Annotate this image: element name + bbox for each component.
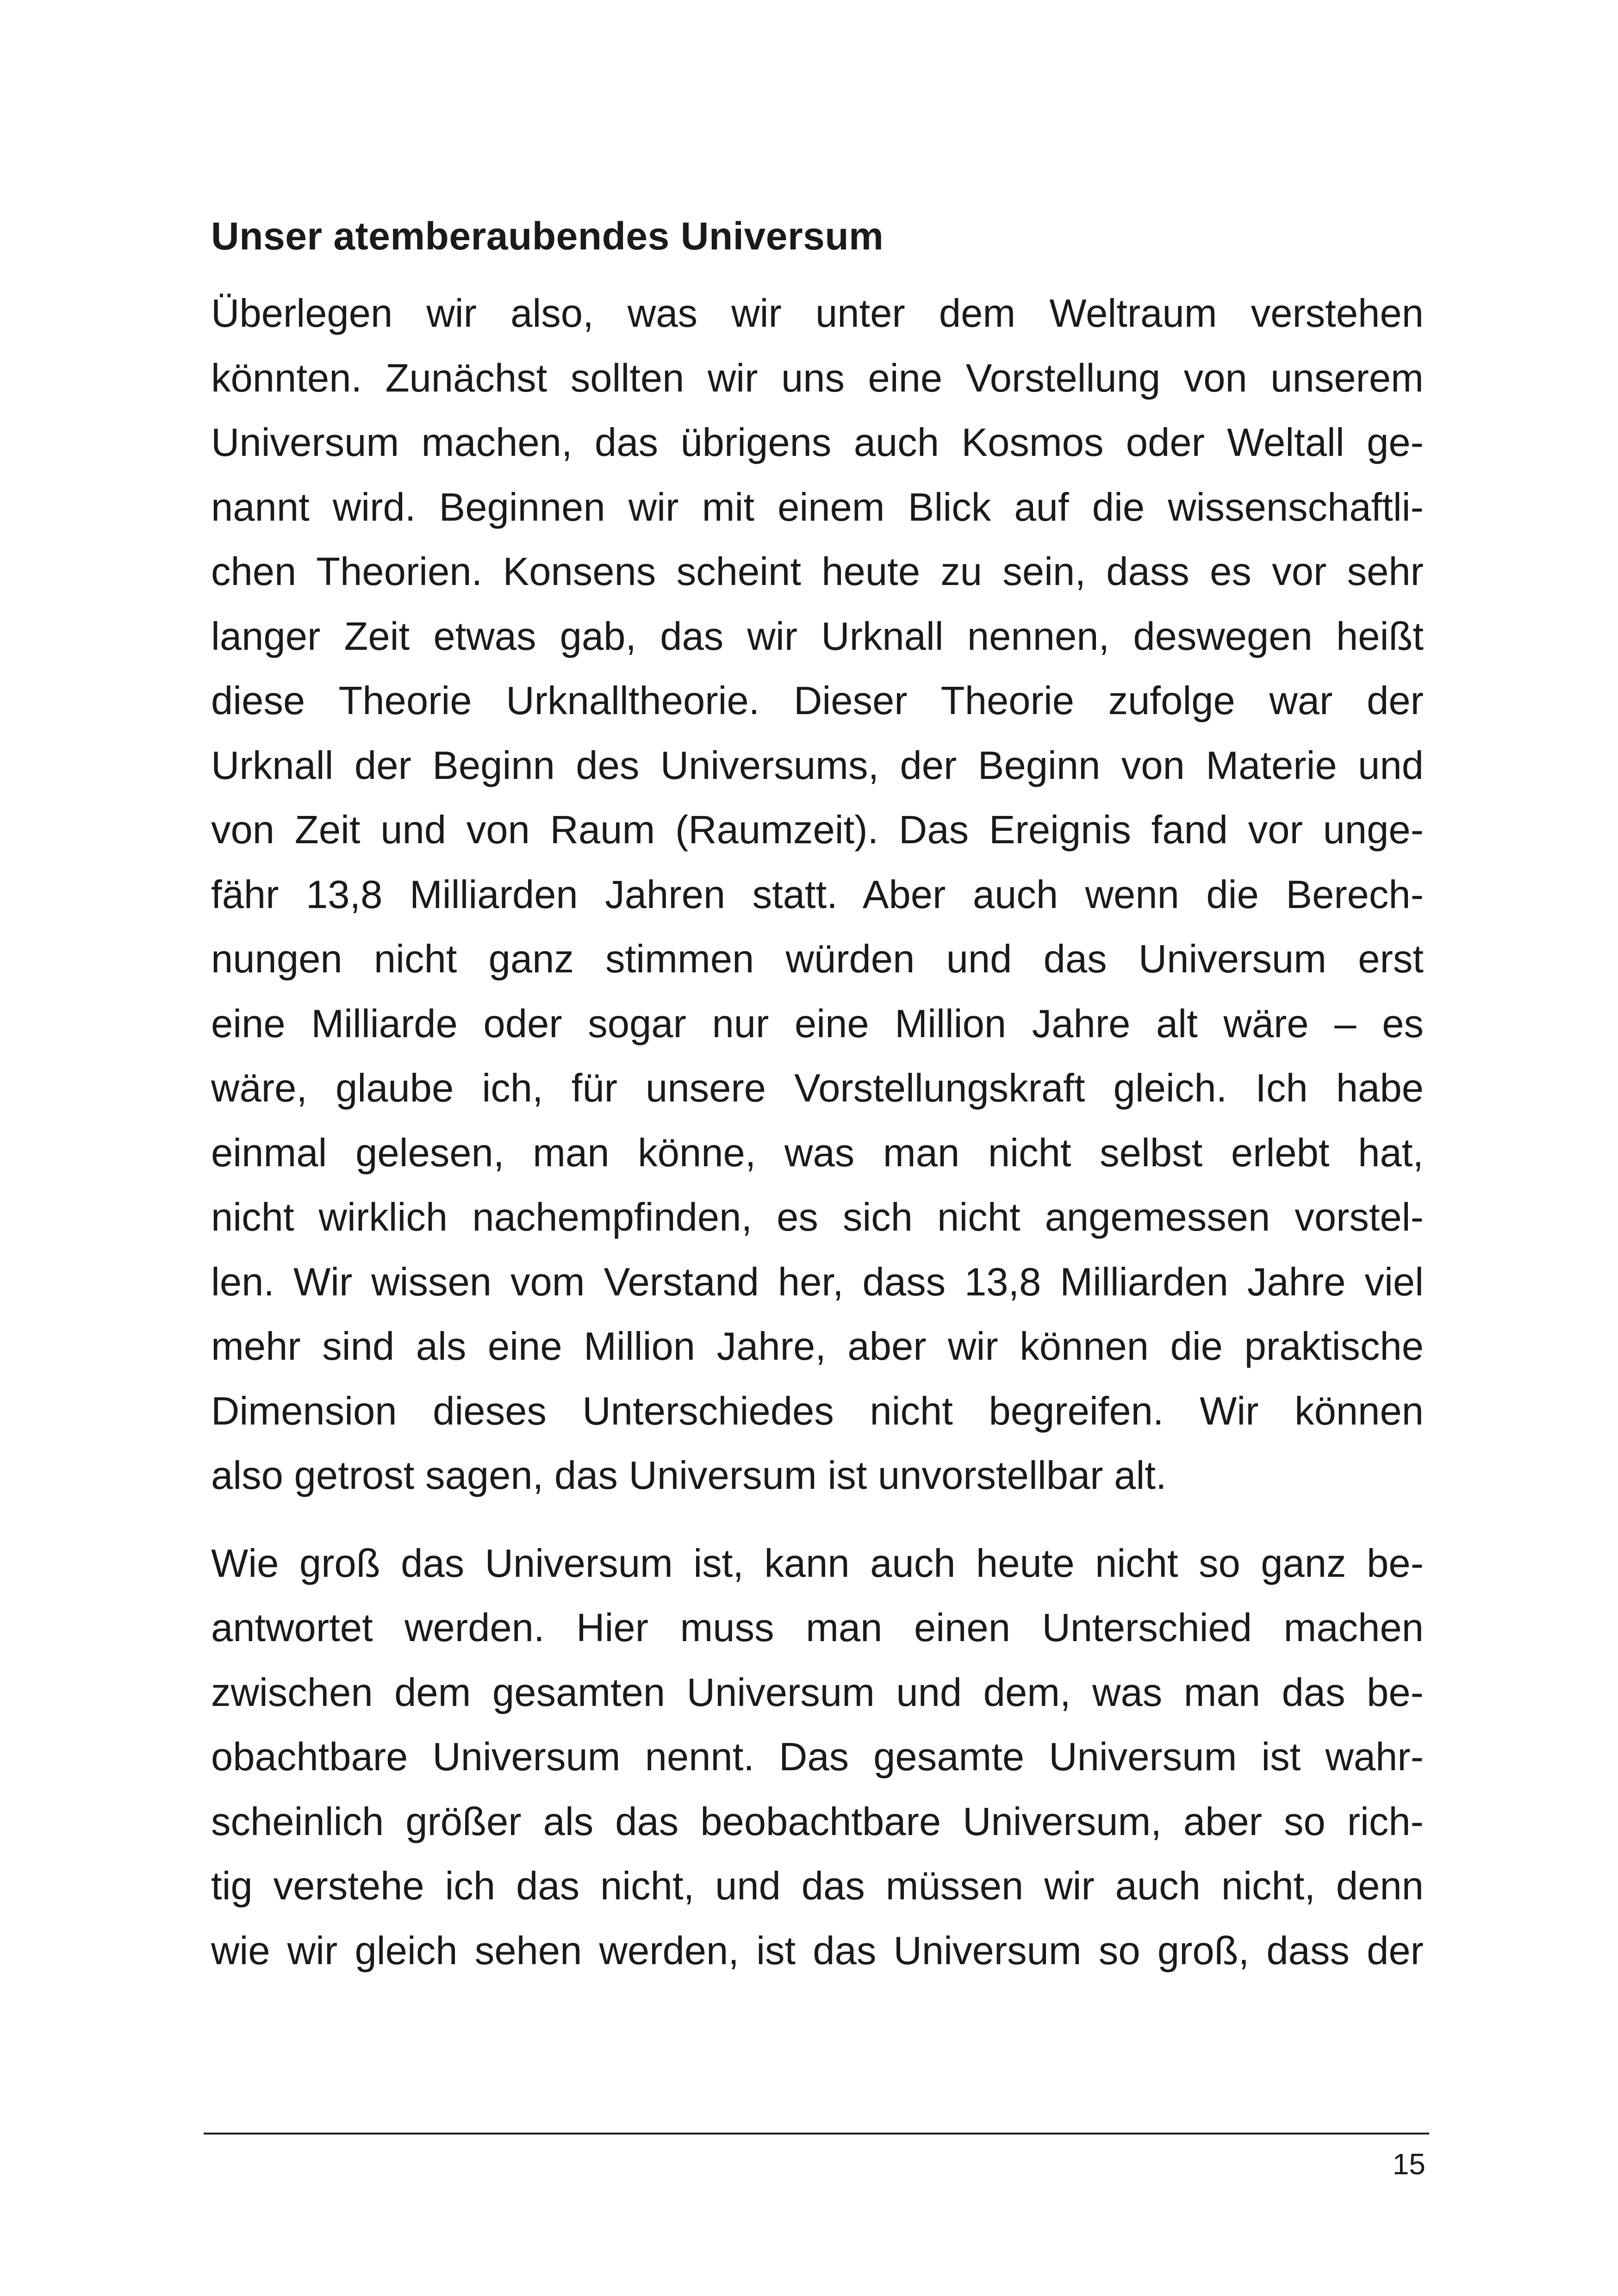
text-line: mehr sind als eine Million Jahre, aber wir können die praktische [211, 1325, 1424, 1369]
text-line: len. Wir wissen vom Verstand her, dass 13,8 Milliarden Jahre viel [211, 1260, 1424, 1304]
text-line: nicht wirklich nachempfinden, es sich nicht angemessen vorstel- [211, 1195, 1424, 1239]
page-content [211, 204, 1424, 1983]
text-line: nungen nicht ganz stimmen würden und das Universum erst [211, 937, 1424, 981]
text-line: Dimension dieses Unterschiedes nicht begreifen. Wir können [211, 1389, 1424, 1433]
text-line: scheinlich größer als das beobachtbare Universum, aber so rich- [211, 1799, 1424, 1844]
text-line: fähr 13,8 Milliarden Jahren statt. Aber auch wenn die Berech- [211, 872, 1424, 917]
text-line: tig verstehe ich das nicht, und das müssen wir auch nicht, denn [211, 1864, 1424, 1908]
text-line: von Zeit und von Raum (Raumzeit). Das Ereignis fand vor unge- [211, 808, 1424, 852]
text-line: antwortet werden. Hier muss man einen Unterschied machen [211, 1606, 1424, 1650]
text-line: Universum machen, das übrigens auch Kosmos oder Weltall ge- [211, 421, 1424, 465]
section-heading: Unser atemberaubendes Universum [211, 214, 884, 258]
text-line: nannt wird. Beginnen wir mit einem Blick auf die wissenschaftli- [211, 485, 1424, 529]
text-line: langer Zeit etwas gab, das wir Urknall nennen, deswegen heißt [211, 614, 1424, 659]
paragraph-2 [211, 1531, 1424, 1984]
text-line: diese Theorie Urknalltheorie. Dieser Theorie zufolge war der [211, 679, 1424, 723]
text-line: wie wir gleich sehen werden, ist das Universum so groß, dass der [211, 1929, 1424, 1973]
page-number: 15 [1392, 2147, 1425, 2181]
paragraph-1 [211, 281, 1424, 1508]
text-line: obachtbare Universum nennt. Das gesamte Universum ist wahr- [211, 1735, 1424, 1779]
text-line: also getrost sagen, das Universum ist unvorstellbar alt. [211, 1454, 1167, 1498]
footer-divider [204, 2133, 1429, 2134]
text-line: wäre, glaube ich, für unsere Vorstellungskraft gleich. Ich habe [211, 1066, 1424, 1110]
text-line: eine Milliarde oder sogar nur eine Million Jahre alt wäre – es [211, 1002, 1424, 1046]
text-line: Wie groß das Universum ist, kann auch heute nicht so ganz be- [211, 1541, 1424, 1586]
text-line: Urknall der Beginn des Universums, der Beginn von Materie und [211, 743, 1424, 788]
text-line: einmal gelesen, man könne, was man nicht selbst erlebt hat, [211, 1131, 1424, 1175]
text-line: könnten. Zunächst sollten wir uns eine Vorstellung von unserem [211, 356, 1424, 400]
text-line: chen Theorien. Konsens scheint heute zu sein, dass es vor sehr [211, 550, 1424, 594]
text-line: zwischen dem gesamten Universum und dem, was man das be- [211, 1670, 1424, 1715]
text-line: Überlegen wir also, was wir unter dem Weltraum verstehen [211, 292, 1424, 336]
